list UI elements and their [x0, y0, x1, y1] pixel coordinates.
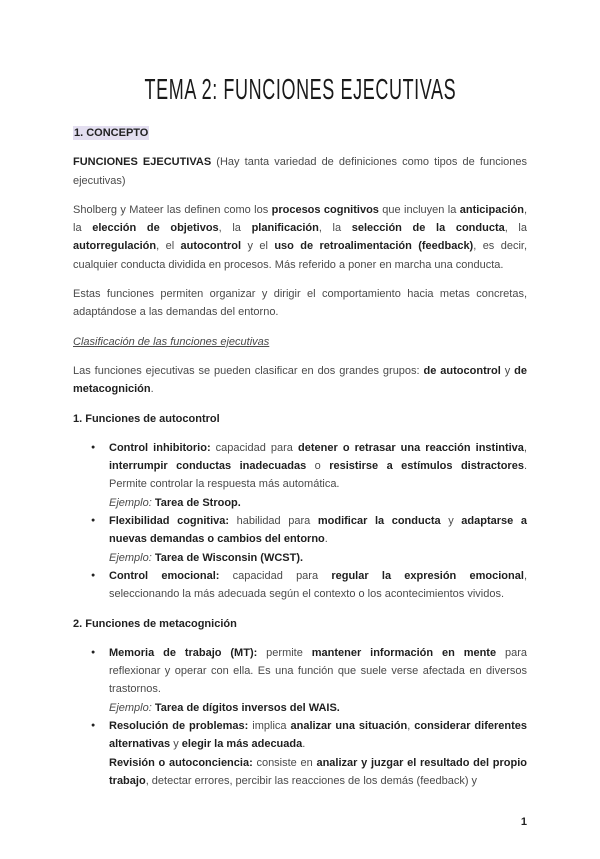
bold-text: anticipación	[459, 203, 524, 216]
text-run: que incluyen la	[378, 203, 460, 216]
list-autocontrol	[73, 439, 527, 604]
bold-text: elección de objetivos	[92, 222, 219, 235]
bold-text: elegir la más adecuada	[181, 738, 303, 751]
bold-text: autocontrol	[180, 240, 242, 253]
list-item-line	[109, 699, 527, 717]
paragraph	[73, 153, 527, 190]
bold-text: Control inhibitorio:	[109, 441, 211, 454]
bold-text: autorregulación	[73, 240, 157, 253]
list-item	[73, 439, 527, 512]
bold-text: FUNCIONES EJECUTIVAS	[73, 156, 212, 169]
text-run: y	[170, 738, 182, 751]
paragraph	[73, 333, 527, 351]
text-run: y	[500, 364, 515, 377]
bold-text: Flexibilidad cognitiva:	[109, 515, 230, 528]
bold-text: considerar diferentes alternativas	[109, 720, 528, 751]
list-item-line	[109, 754, 527, 791]
text-run: Estas funciones permiten organizar y dirigir el comportamiento hacia metas concretas, adaptándose a las demandas del entorno.	[73, 288, 527, 319]
bold-text: selección de la conducta	[351, 222, 505, 235]
text-run: permite	[257, 646, 312, 659]
text-run: (Hay tanta variedad de definiciones como tipos de funciones ejecutivas)	[73, 156, 527, 187]
page-number: 1	[520, 816, 527, 829]
text-run: para reflexionar y operar con ella. Es una función que suele verse afectada en diversos trastornos.	[109, 646, 527, 696]
bullet-icon: ●	[91, 722, 96, 730]
list-item	[73, 717, 527, 790]
bullet-icon: ●	[91, 648, 96, 656]
text-run: Las funciones ejecutivas se pueden clasificar en dos grandes grupos:	[73, 364, 424, 377]
text-run: .	[324, 533, 328, 546]
bold-text: interrumpir conductas inadecuadas	[109, 460, 307, 473]
italic-text: Ejemplo:	[109, 551, 152, 564]
bold-text: mantener información en mente	[311, 646, 497, 659]
heading-autocontrol: 1. Funciones de autocontrol	[73, 412, 220, 425]
italic-text: Ejemplo:	[109, 701, 152, 714]
heading-metacognicion: 2. Funciones de metacognición	[73, 617, 237, 630]
list-metacognicion	[73, 644, 527, 790]
text-run: , la	[504, 222, 527, 235]
bold-text: procesos cognitivos	[271, 203, 379, 216]
bold-text: analizar y juzgar el resultado del propio trabajo	[109, 756, 528, 787]
text-run: y el	[241, 240, 275, 253]
text-run: .	[302, 738, 306, 751]
text-run: consiste en	[252, 756, 317, 769]
list-item-line	[109, 549, 527, 567]
paragraphs	[73, 153, 527, 398]
paragraph	[73, 285, 527, 322]
bold-text: modificar la conducta	[317, 515, 441, 528]
bold-text: Revisión o autoconciencia:	[109, 756, 253, 769]
text-run: .	[150, 383, 154, 396]
text-run: . Permite controlar la respuesta más automática.	[109, 460, 527, 491]
text-run: habilidad para	[229, 515, 318, 528]
bold-text: Resolución de problemas:	[109, 720, 249, 733]
bold-text: analizar una situación	[290, 720, 408, 733]
document-body	[73, 124, 527, 801]
text-run: y	[440, 515, 462, 528]
bold-text: de metacognición	[73, 364, 527, 396]
text-run: ,	[407, 720, 415, 733]
document-title	[0, 74, 600, 107]
bold-text: Tarea de Wisconsin (WCST).	[151, 551, 304, 564]
bold-text: resistirse a estímulos distractores	[329, 460, 524, 473]
list-item	[73, 512, 527, 567]
subheading-text: Clasificación de las funciones ejecutivas	[73, 335, 270, 348]
text-run: , la	[73, 203, 527, 235]
text-run: capacidad para	[219, 569, 332, 582]
bold-text: Control emocional:	[109, 569, 220, 582]
text-run: Sholberg y Mateer las definen como los	[73, 203, 272, 216]
list-item-line	[109, 439, 527, 494]
text-run: implica	[248, 720, 291, 733]
text-run: , el	[156, 240, 181, 253]
text-run: ,	[523, 441, 527, 454]
paragraph	[73, 201, 527, 274]
bold-text: adaptarse a nuevas demandas o cambios del entorno	[109, 515, 527, 546]
italic-text: Ejemplo:	[109, 496, 152, 509]
text-run: , la	[318, 222, 352, 235]
list-item-line	[109, 644, 527, 699]
text-run: , seleccionando la más adecuada según el contexto o los acontecimientos vividos.	[109, 569, 527, 601]
text-run: capacidad para	[210, 441, 299, 454]
bold-text: Tarea de dígitos inversos del WAIS.	[151, 701, 340, 714]
bold-text: planificación	[251, 222, 319, 235]
list-item-line	[109, 512, 527, 549]
list-item-line	[109, 567, 527, 604]
list-item-line	[109, 494, 527, 512]
bullet-icon: ●	[91, 571, 96, 579]
bullet-icon: ●	[91, 443, 96, 451]
bold-text: de autocontrol	[423, 364, 501, 377]
text-run: , la	[218, 222, 252, 235]
bullet-icon: ●	[91, 517, 96, 525]
list-item	[73, 644, 527, 717]
bold-text: uso de retroalimentación (feedback)	[274, 240, 474, 253]
bold-text: detener o retrasar una reacción instintiva	[298, 441, 524, 454]
text-run: , detectar errores, percibir las reacciones de los demás (feedback) y	[145, 774, 478, 787]
bold-text: Memoria de trabajo (MT):	[109, 646, 258, 659]
bold-text: regular la expresión emocional	[331, 569, 524, 582]
bold-text: Tarea de Stroop.	[151, 496, 241, 509]
list-item	[73, 567, 527, 604]
paragraph	[73, 362, 527, 399]
text-run: o	[306, 460, 330, 473]
list-item-line	[109, 717, 527, 754]
text-run: , es decir, cualquier conducta dividida en procesos. Más referido a poner en marcha una conducta.	[73, 240, 527, 271]
section-heading-concepto: 1. CONCEPTO	[74, 127, 149, 139]
title-text: TEMA 2: FUNCIONES EJECUTIVAS	[144, 74, 456, 106]
